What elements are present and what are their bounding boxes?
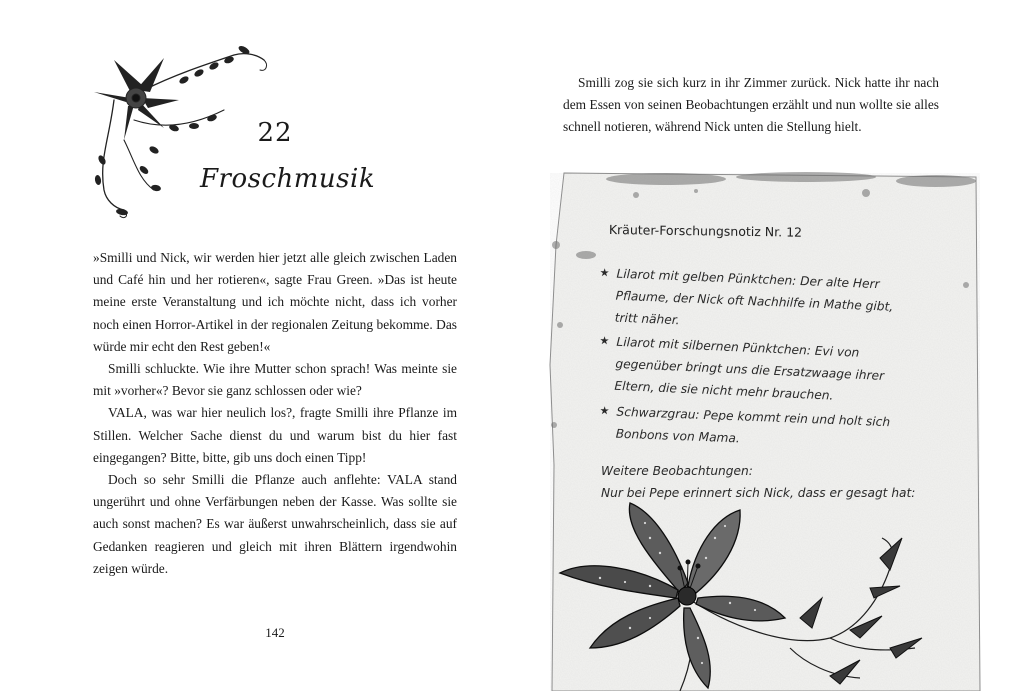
note-more-text: Nur bei Pepe erinnert sich Nick, dass er gesagt hat: [601,486,916,500]
list-item [597,330,920,410]
list-item [597,262,919,341]
flower-illustration-icon [530,498,930,691]
star-icon: ★ [599,265,610,280]
page-number: 142 [265,625,285,640]
note-list [600,262,920,446]
note-item-text: Schwarzgrau: Pepe kommt rein und holt sich Bonbons von Mama. [615,404,891,446]
chapter-number: 22 [257,118,293,148]
paragraph: Smilli schluckte. Wie ihre Mutter schon sprach! Was meinte sie mit »vorher«? Bevor sie ganz schlossen oder wie? [93,361,457,399]
note-more-heading: Weitere Beobachtungen: [601,464,753,478]
paragraph: Doch so sehr Smilli die Pflanze auch anflehte: VALA stand ungerührt und ohne Verfärbungen neben der Kasse. Was sollte sie auch sonst machen? Es war äußerst unwahrscheinlich, dass sie auf Gedanken reagieren und gleich mit ihren Blättern irgendwohin zeigen würde. [93,472,457,576]
note-item-text: Lilarot mit silbernen Pünktchen: Evi von gegenüber bringt uns die Ersatzwaage ihrer Eltern, die sie nicht mehr brauchen. [614,334,885,403]
star-icon: ★ [599,333,610,348]
star-icon: ★ [599,403,610,418]
note-item-text: Lilarot mit gelben Pünktchen: Der alte Herr Pflaume, der Nick oft Nachhilfe in Mathe gibt, tritt näher. [614,266,894,328]
paragraph: VALA, was war hier neulich los?, fragte Smilli ihre Pflanze im Stillen. Welcher Sache dienst du und warum bist du hier fast eingegangen? Bitte, bitte, gib uns doch einen Tipp! [93,405,457,465]
paragraph: Smilli zog sie sich kurz in ihr Zimmer zurück. Nick hatte ihr nach dem Essen von seinen Beobachtungen erzählt und nun wollte sie alles schnell notieren, während Nick unten die Stellung hielt. [563,75,939,135]
paragraph: »Smilli und Nick, wir werden hier jetzt alle gleich zwischen Laden und Café hin und her rotieren«, sagte Frau Green. »Das ist heute meine erste Veranstaltung und ich möchte nicht, dass ich vorher noch einen Horror-Artikel in der regionalen Zeitung bekomme. Das würde mir echt den Rest geben!« [93,250,457,354]
right-body-text [563,72,939,139]
chapter-title: Froschmusik [200,164,376,194]
right-page [510,0,1020,691]
left-body-text [93,247,457,580]
note-heading: Kräuter-Forschungsnotiz Nr. 12 [608,222,803,240]
